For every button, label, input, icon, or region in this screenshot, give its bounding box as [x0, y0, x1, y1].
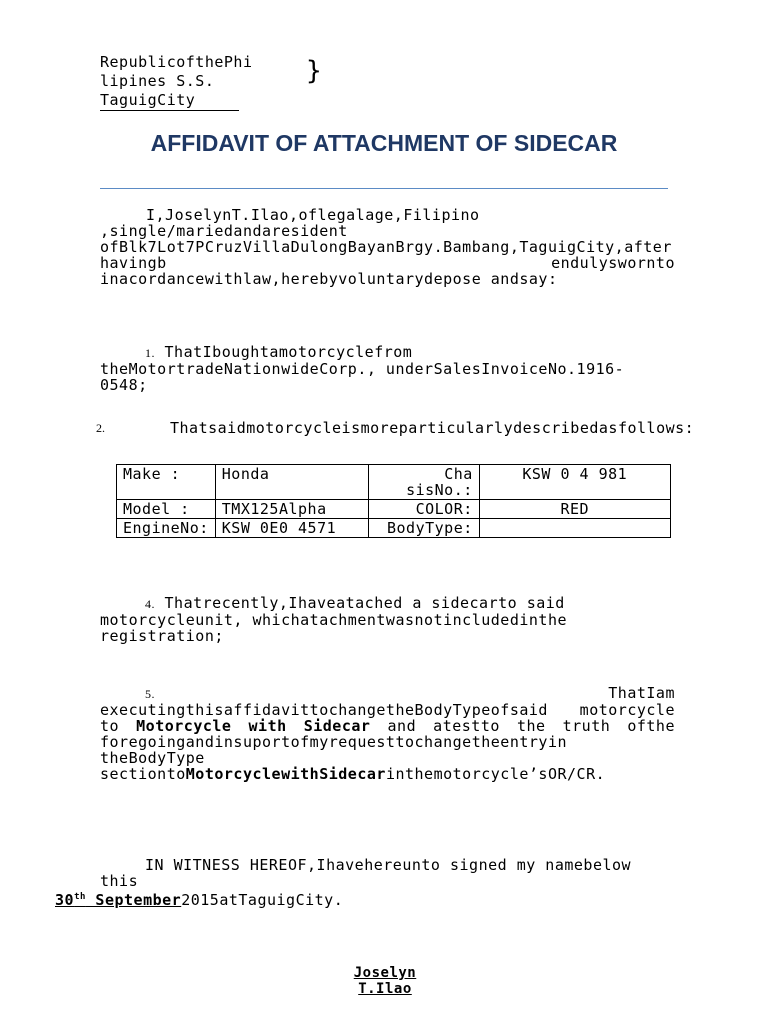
witness-month: September: [85, 891, 182, 909]
title-divider: [100, 188, 668, 189]
intro-paragraph: [100, 207, 675, 287]
motorcycle-spec-table: [116, 464, 671, 538]
bodytype-value: [479, 519, 670, 538]
signature-line-2: T.Ilao: [358, 981, 412, 997]
engine-value: KSW 0E0 4571: [215, 519, 368, 538]
item-5-number: 5.: [145, 687, 155, 701]
color-value: RED: [479, 500, 670, 519]
item-1-number: 1.: [145, 346, 155, 360]
table-row: [117, 519, 671, 538]
intro-text: ,oflegalage,Filipino ,single/mariedandaresident ofBlk7Lot7PCruzVillaDulongBayanBrgy.Bambang,TaguigCity,after havingb endulyswornto inacordancewithlaw,herebyvoluntarydepose andsay:: [100, 206, 675, 288]
signature-line-1: Joselyn: [353, 965, 417, 981]
witness-paragraph: [55, 856, 675, 909]
model-label: Model :: [117, 500, 216, 519]
item-1: [100, 344, 675, 393]
item-5-text-c: and atestto the truth ofthe foregoingandinsuportofmyrequesttochangetheentryin theBodyType sectionto: [100, 717, 675, 783]
venue-line-2: lipines S.S.: [100, 72, 215, 90]
model-value: TMX125Alpha: [215, 500, 368, 519]
item-5: [100, 685, 675, 782]
chassis-value: KSW 0 4 981: [479, 465, 670, 500]
item-5-text-a: ThatIam executingthisaffidavittochangetheBodyTypeofsaid motorcycle to: [100, 684, 675, 735]
witness-date: [55, 891, 181, 909]
document-title: AFFIDAVIT OF ATTACHMENT OF SIDECAR: [150, 130, 618, 156]
venue-line-3: TaguigCity: [100, 91, 239, 111]
item-4: [100, 595, 675, 644]
item-5-text-d: MotorcyclewithSidecar: [185, 765, 386, 783]
make-value: Honda: [215, 465, 368, 500]
signature-block: [330, 965, 440, 997]
item-1-text: ThatIboughtamotorcyclefrom theMotortradeNationwideCorp., underSalesInvoiceNo.1916- 0548;: [100, 343, 625, 394]
venue-line-1: RepublicofthePhi: [100, 53, 253, 71]
item-4-number: 4.: [145, 597, 155, 611]
table-row: [117, 500, 671, 519]
make-label: Make :: [117, 465, 216, 500]
witness-rest: 2015atTaguigCity.: [181, 891, 344, 909]
item-5-text-b: Motorcycle with Sidecar: [136, 717, 371, 735]
chassis-label: Cha sisNo.:: [368, 465, 479, 500]
item-5-text-e: inthemotorcycle’sOR/CR.: [385, 765, 606, 783]
engine-label: EngineNo:: [117, 519, 216, 538]
witness-day-suffix: th: [74, 892, 86, 902]
item-2-number: 2.: [96, 421, 105, 435]
venue-brace-icon: }: [306, 56, 322, 86]
witness-text: IN WITNESS HEREOF,Ihavehereunto signed my namebelow this: [100, 856, 632, 890]
venue-block: [100, 53, 253, 111]
item-2-text: Thatsaidmotorcycleismoreparticularlydescribedasfollows:: [170, 419, 695, 437]
declarant-name: I,JoselynT.Ilao: [146, 206, 289, 224]
bodytype-label: BodyType:: [368, 519, 479, 538]
item-4-text: Thatrecently,Ihaveatached a sidecarto said motorcycleunit, whichatachmentwasnotincludedinthe registration;: [100, 594, 568, 645]
table-row: [117, 465, 671, 500]
color-label: COLOR:: [368, 500, 479, 519]
witness-day: 30: [55, 891, 75, 909]
